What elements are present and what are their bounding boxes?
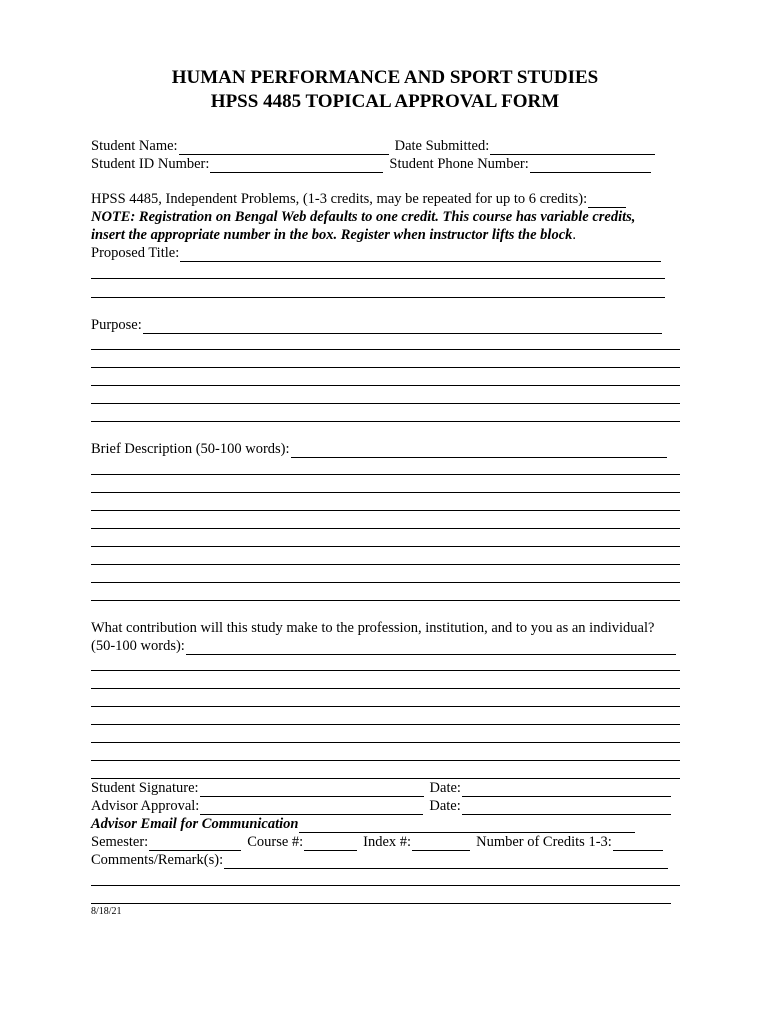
course-number-field[interactable]	[304, 837, 357, 851]
semester-label: Semester:	[91, 834, 149, 850]
purpose-field[interactable]	[143, 320, 662, 334]
student-signature-label: Student Signature:	[91, 780, 199, 796]
contribution-line[interactable]	[91, 688, 680, 689]
proposed-title-row	[91, 245, 661, 262]
credits-field[interactable]	[588, 194, 626, 208]
comments-label: Comments/Remark(s):	[91, 852, 224, 868]
student-name-field[interactable]	[179, 141, 389, 155]
student-name-label: Student Name:	[91, 138, 178, 154]
student-signature-date-field[interactable]	[462, 783, 671, 797]
contribution-row	[91, 638, 676, 655]
semester-row	[91, 834, 663, 851]
form-title-line1: HUMAN PERFORMANCE AND SPORT STUDIES	[171, 67, 599, 88]
purpose-label: Purpose:	[91, 317, 142, 333]
description-line[interactable]	[91, 546, 680, 547]
purpose-line[interactable]	[91, 367, 680, 368]
contribution-line[interactable]	[91, 670, 680, 671]
advisor-approval-label: Advisor Approval:	[91, 798, 200, 814]
contribution-line[interactable]	[91, 778, 680, 779]
proposed-title-field[interactable]	[180, 248, 661, 262]
date-submitted-label: Date Submitted:	[394, 138, 490, 154]
note-line2: insert the appropriate number in the box. Register when instructor lifts the block	[91, 227, 573, 243]
advisor-approval-date-label: Date:	[429, 798, 461, 814]
student-signature-field[interactable]	[200, 783, 424, 797]
student-phone-field[interactable]	[530, 159, 651, 173]
student-signature-row	[91, 780, 671, 797]
brief-description-row	[91, 441, 667, 458]
index-number-label: Index #:	[363, 834, 412, 850]
description-line[interactable]	[91, 528, 680, 529]
purpose-line[interactable]	[91, 403, 680, 404]
description-line[interactable]	[91, 510, 680, 511]
student-name-row	[91, 138, 655, 155]
brief-description-field[interactable]	[291, 444, 667, 458]
note-line1: NOTE: Registration on Bengal Web defaults to one credit. This course has variable credits,	[91, 209, 636, 225]
note-period: .	[572, 227, 577, 243]
proposed-title-label: Proposed Title:	[91, 245, 180, 261]
contribution-line[interactable]	[91, 742, 680, 743]
description-line[interactable]	[91, 492, 680, 493]
advisor-email-row	[91, 816, 635, 833]
comments-line[interactable]	[91, 885, 680, 886]
contribution-question: What contribution will this study make to the profession, institution, and to you as an individual?	[91, 620, 655, 636]
contribution-line[interactable]	[91, 724, 680, 725]
form-title-line2: HPSS 4485 TOPICAL APPROVAL FORM	[210, 91, 560, 112]
contribution-line[interactable]	[91, 760, 680, 761]
purpose-line[interactable]	[91, 421, 680, 422]
advisor-approval-row	[91, 798, 671, 815]
semester-field[interactable]	[149, 837, 241, 851]
description-line[interactable]	[91, 582, 680, 583]
description-line[interactable]	[91, 564, 680, 565]
advisor-approval-date-field[interactable]	[462, 801, 671, 815]
student-id-field[interactable]	[210, 159, 383, 173]
description-line[interactable]	[91, 474, 680, 475]
date-submitted-field[interactable]	[490, 141, 655, 155]
purpose-line[interactable]	[91, 349, 680, 350]
index-number-field[interactable]	[412, 837, 470, 851]
course-number-label: Course #:	[247, 834, 304, 850]
revision-date: 8/18/21	[91, 906, 122, 917]
comments-line[interactable]	[91, 903, 671, 904]
student-phone-label: Student Phone Number:	[389, 156, 529, 172]
advisor-approval-field[interactable]	[200, 801, 423, 815]
note-line2-row	[91, 227, 576, 244]
comments-row	[91, 852, 668, 869]
contribution-label: (50-100 words):	[91, 638, 185, 654]
credits-row	[91, 191, 626, 208]
proposed-title-line[interactable]	[91, 297, 665, 298]
comments-field[interactable]	[224, 855, 668, 869]
number-of-credits-field[interactable]	[613, 837, 663, 851]
brief-description-label: Brief Description (50-100 words):	[91, 441, 290, 457]
purpose-row	[91, 317, 662, 334]
advisor-email-label: Advisor Email for Communication	[91, 816, 299, 832]
advisor-email-field[interactable]	[299, 819, 635, 833]
number-of-credits-label: Number of Credits 1-3:	[476, 834, 612, 850]
student-id-row	[91, 156, 651, 173]
student-signature-date-label: Date:	[429, 780, 461, 796]
contribution-field[interactable]	[186, 641, 676, 655]
contribution-line[interactable]	[91, 706, 680, 707]
purpose-line[interactable]	[91, 385, 680, 386]
description-line[interactable]	[91, 600, 680, 601]
proposed-title-line[interactable]	[91, 278, 665, 279]
credits-line-label: HPSS 4485, Independent Problems, (1-3 credits, may be repeated for up to 6 credits):	[91, 191, 588, 207]
student-id-label: Student ID Number:	[91, 156, 210, 172]
